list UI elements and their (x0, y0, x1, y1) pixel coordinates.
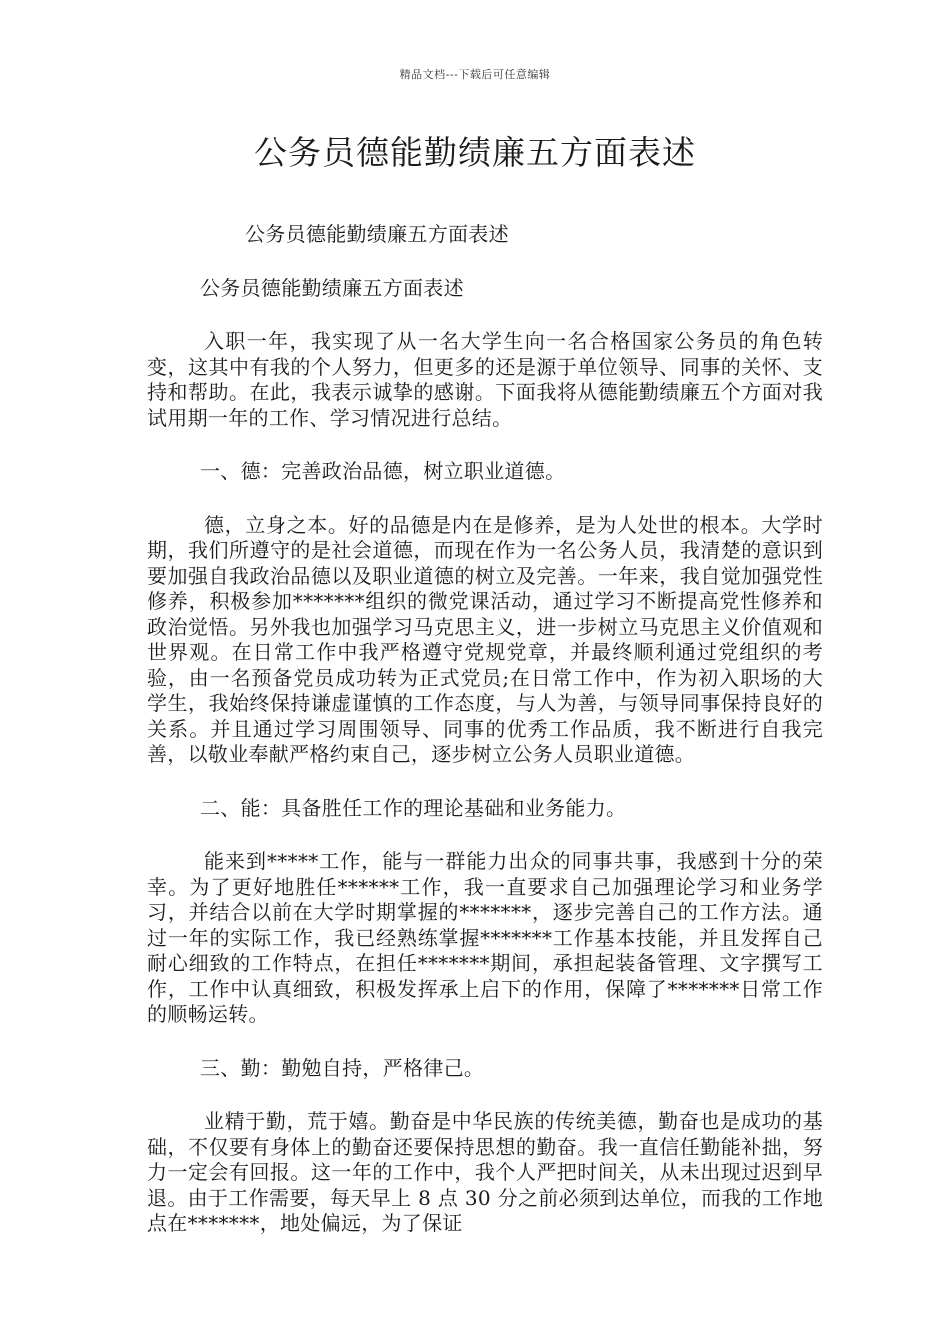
document-body (147, 222, 823, 1265)
section-heading-neng: 二、能：具备胜任工作的理论基础和业务能力。 (200, 795, 627, 820)
section-paragraph-de: 德，立身之本。好的品德是内在是修养，是为人处世的根本。大学时期，我们所遵守的是社会道德，而现在作为一名公务人员，我清楚的意识到要加强自我政治品德以及职业道德的树立及完善。一年来，我自觉加强党性修养，积极参加*******组织的微党课活动，通过学习不断提高党性修养和政治觉悟。另外我也加强学习马克思主义，进一步树立马克思主义价值观和世界观。在日常工作中我严格遵守党规党章，并最终顺利通过党组织的考验，由一名预备党员成功转为正式党员;在日常工作中，作为初入职场的大学生，我始终保持谦虚谨慎的工作态度，与人为善，与领导同事保持良好的关系。并且通过学习周围领导、同事的优秀工作品质，我不断进行自我完善，以敬业奉献严格约束自己，逐步树立公务人员职业道德。 (147, 512, 823, 766)
section-heading-qin: 三、勤：勤勉自持，严格律己。 (200, 1055, 485, 1080)
subtitle-line-1: 公务员德能勤绩廉五方面表述 (245, 222, 509, 246)
intro-paragraph: 入职一年，我实现了从一名大学生向一名合格国家公务员的角色转变，这其中有我的个人努力，但更多的还是源于单位领导、同事的关怀、支持和帮助。在此，我表示诚挚的感谢。下面我将从德能勤绩廉五个方面对我试用期一年的工作、学习情况进行总结。 (147, 329, 823, 430)
header-note: 精品文档---下载后可任意编辑 (399, 68, 551, 81)
section-paragraph-qin: 业精于勤，荒于嬉。勤奋是中华民族的传统美德，勤奋也是成功的基础，不仅要有身体上的勤奋还要保持思想的勤奋。我一直信任勤能补拙，努力一定会有回报。这一年的工作中，我个人严把时间关，从未出现过迟到早退。由于工作需要，每天早上 8 点 30 分之前必须到达单位，而我的工作地点在*******，地处偏远，为了保证 (147, 1109, 823, 1235)
subtitle-line-2: 公务员德能勤绩廉五方面表述 (200, 275, 464, 300)
section-heading-de: 一、德：完善政治品德，树立职业道德。 (200, 459, 566, 483)
document-title: 公务员德能勤绩廉五方面表述 (254, 133, 696, 172)
section-paragraph-neng: 能来到*****工作，能与一群能力出众的同事共事，我感到十分的荣幸。为了更好地胜任******工作，我一直要求自己加强理论学习和业务学习，并结合以前在大学时期掌握的*******，逐步完善自己的工作方法。通过一年的实际工作，我已经熟练掌握*******工作基本技能，并且发挥自己耐心细致的工作特点，在担任*******期间，承担起装备管理、文字撰写工作，工作中认真细致，积极发挥承上启下的作用，保障了*******日常工作的顺畅运转。 (147, 849, 823, 1026)
